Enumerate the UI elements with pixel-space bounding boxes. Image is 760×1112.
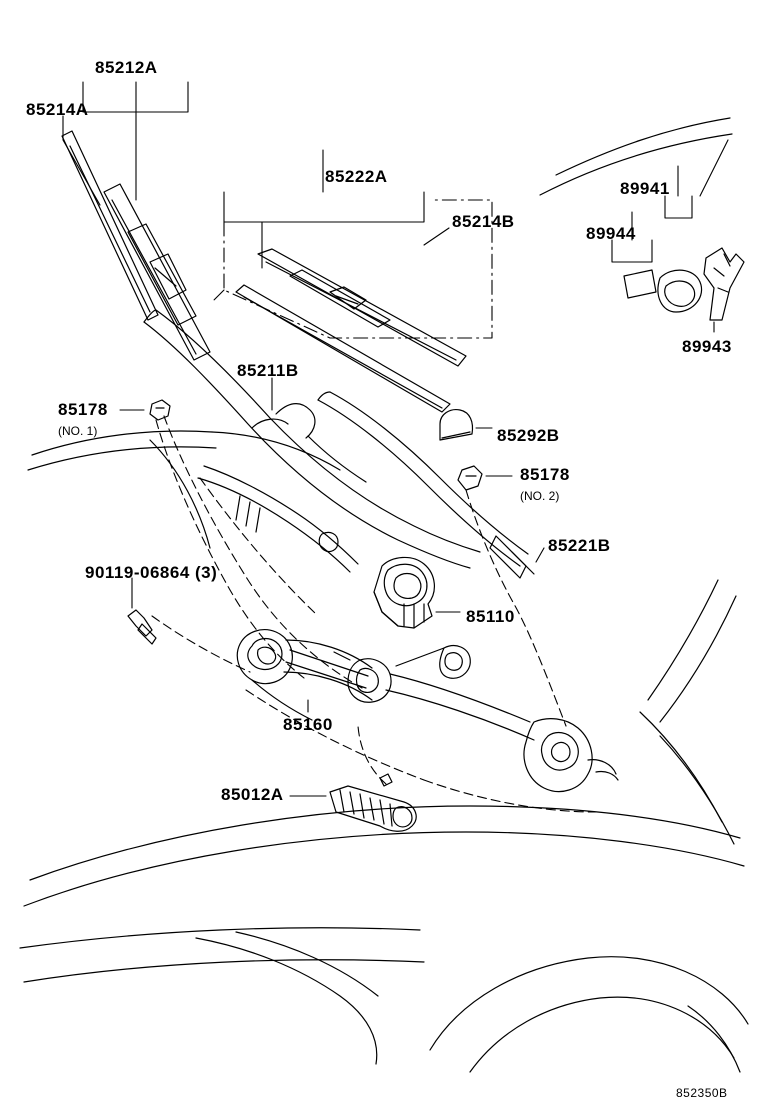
part-89944-pad (624, 270, 656, 298)
bracket-89941 (665, 140, 728, 218)
part-85221B-wiper-arm (318, 392, 534, 578)
label-89944: 89944 (586, 224, 636, 243)
label-85214B: 85214B (452, 212, 515, 231)
part-85160-wiper-link (237, 630, 618, 792)
label-85221B: 85221B (548, 536, 611, 555)
leader-85214A (63, 116, 100, 205)
part-89943-bracket (704, 248, 744, 320)
label-85012A: 85012A (221, 785, 284, 804)
label-85212A: 85212A (95, 58, 158, 77)
label-85222A: 85222A (325, 167, 388, 186)
body-contour-lines (20, 118, 748, 1072)
part-85110-wiper-motor (374, 557, 434, 628)
label-89941: 89941 (620, 179, 670, 198)
part-85211B-wiper-arm (144, 310, 480, 568)
label-diagram-code: 852350B (676, 1086, 728, 1100)
bracket-85212A (83, 82, 188, 200)
part-85012A-crank (330, 774, 416, 831)
label-85178-no1-note: (NO. 1) (58, 424, 98, 438)
label-90119-06864: 90119-06864 (3) (85, 563, 218, 582)
part-85222A-blade-assembly (258, 249, 466, 366)
bracket-85222A (224, 150, 424, 268)
label-85178-no2: 85178 (520, 465, 570, 484)
label-85214A: 85214A (26, 100, 89, 119)
dashed-box-85222A (214, 200, 492, 338)
part-89941-sensor (658, 270, 702, 312)
part-85178-no1-nut (150, 400, 170, 420)
cowl-seal (198, 466, 358, 572)
label-85211B: 85211B (237, 361, 299, 380)
label-89943: 89943 (682, 337, 732, 356)
leader-85214B (424, 228, 449, 245)
label-85178-no2-note: (NO. 2) (520, 489, 560, 503)
part-85292B-cap (440, 410, 473, 440)
part-85178-no2-nut (458, 466, 482, 490)
leader-85221B (536, 548, 544, 562)
label-85160: 85160 (283, 715, 333, 734)
part-85214B-blade-rubber (236, 285, 450, 412)
label-85110: 85110 (466, 607, 515, 626)
part-90119-06864-bolt (128, 610, 156, 644)
label-85292B: 85292B (497, 426, 560, 445)
part-85212A-blade-assembly (104, 184, 210, 360)
label-85178-no1: 85178 (58, 400, 108, 419)
